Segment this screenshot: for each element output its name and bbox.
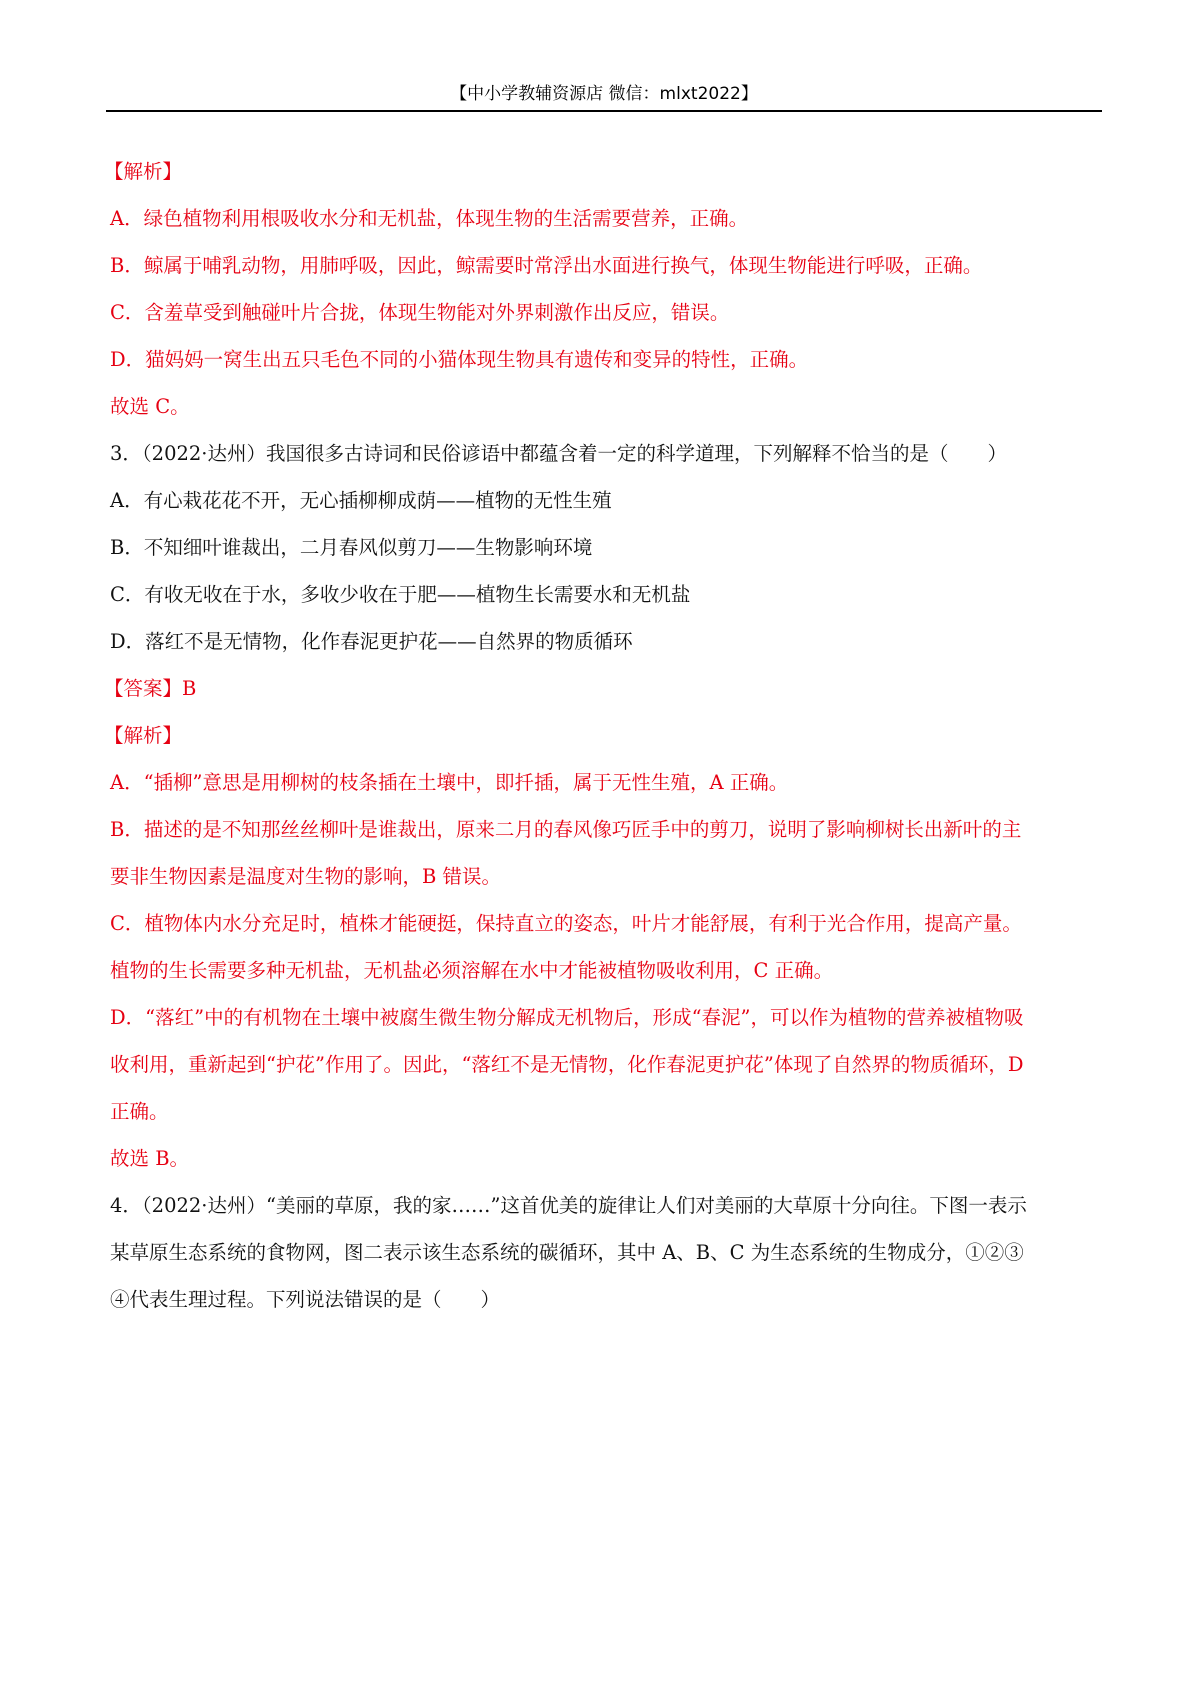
analysis-option-b: B．描述的是不知那丝丝柳叶是谁裁出，原来二月的春风像巧匠手中的剪刀，说明了影响柳树长出新叶的主 [110,818,1022,841]
analysis-option-a: A．“插柳”意思是用柳树的枝条插在土壤中，即扦插，属于无性生殖，A 正确。 [110,771,789,794]
question-3-option-d: D．落红不是无情物，化作春泥更护花——自然界的物质循环 [110,630,633,653]
question-3-stem: 3．（2022·达州）我国很多古诗词和民俗谚语中都蕴含着一定的科学道理，下列解释不恰当的是（ ） [110,442,1007,465]
question-3-option-b: B．不知细叶谁裁出，二月春风似剪刀——生物影响环境 [110,536,593,559]
question-4-stem: 4．（2022·达州）“美丽的草原，我的家……”这首优美的旋律让人们对美丽的大草原十分向往。下图一表示 [110,1194,1027,1217]
answer-choice: 故选 C。 [110,395,190,418]
analysis-option-b: B．鲸属于哺乳动物，用肺呼吸，因此，鲸需要时常浮出水面进行换气，体现生物能进行呼吸，正确。 [110,254,983,277]
header-divider [106,110,1102,112]
analysis-option-a: A．绿色植物利用根吸收水分和无机盐，体现生物的生活需要营养，正确。 [110,207,749,230]
analysis-option-d: D．“落红”中的有机物在土壤中被腐生微生物分解成无机物后，形成“春泥”，可以作为植物的营养被植物吸 [110,1006,1024,1029]
answer-choice: 故选 B。 [110,1147,190,1170]
analysis-option-d-end: 正确。 [110,1100,169,1123]
question-4-stem-end: ④代表生理过程。下列说法错误的是（ ） [110,1288,501,1311]
analysis-option-b-continued: 要非生物因素是温度对生物的影响，B 错误。 [110,865,502,888]
analysis-label: 【解析】 [104,160,183,183]
question-3-option-a: A．有心栽花花不开，无心插柳柳成荫——植物的无性生殖 [110,489,612,512]
analysis-option-c-continued: 植物的生长需要多种无机盐，无机盐必须溶解在水中才能被植物吸收利用，C 正确。 [110,959,834,982]
document-body [104,148,1102,1323]
analysis-option-d-continued: 收利用，重新起到“护花”作用了。因此，“落红不是无情物，化作春泥更护花”体现了自然界的物质循环，D [110,1053,1024,1076]
analysis-label: 【解析】 [104,724,183,747]
question-4-stem-continued: 某草原生态系统的食物网，图二表示该生态系统的碳循环，其中 A、B、C 为生态系统的生物成分，①②③ [110,1241,1024,1264]
analysis-option-c: C．植物体内水分充足时，植株才能硬挺，保持直立的姿态，叶片才能舒展，有利于光合作用，提高产量。 [110,912,1022,935]
question-3-option-c: C．有收无收在于水，多收少收在于肥——植物生长需要水和无机盐 [110,583,691,606]
analysis-option-d: D．猫妈妈一窝生出五只毛色不同的小猫体现生物具有遗传和变异的特性，正确。 [110,348,809,371]
answer-label: 【答案】B [104,677,197,700]
page-header: 【中小学教辅资源店 微信：mlxt2022】 [450,84,758,104]
analysis-option-c: C．含羞草受到触碰叶片合拢，体现生物能对外界刺激作出反应，错误。 [110,301,730,324]
